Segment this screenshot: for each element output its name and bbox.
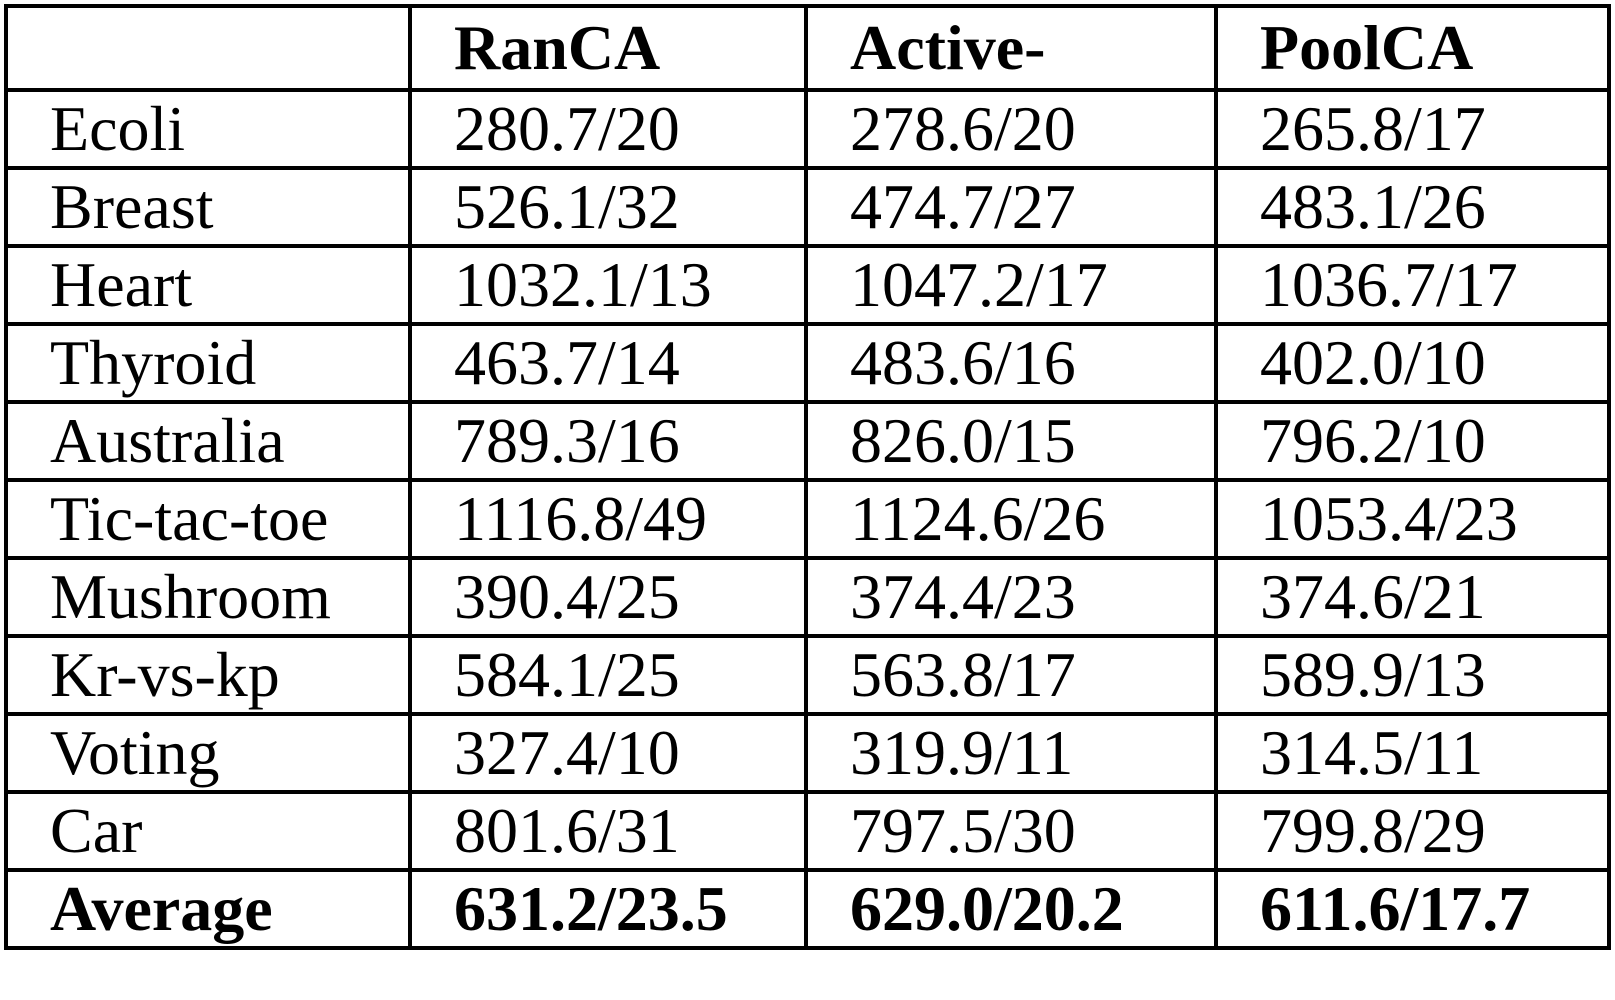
cell-poolca: 374.6/21	[1216, 558, 1609, 636]
dataset-label: Mushroom	[6, 558, 410, 636]
cell-active: 1047.2/17	[806, 246, 1216, 324]
cell-poolca: 796.2/10	[1216, 402, 1609, 480]
table-header	[6, 6, 1609, 90]
cell-poolca: 1053.4/23	[1216, 480, 1609, 558]
dataset-label: Heart	[6, 246, 410, 324]
cell-active: 797.5/30	[806, 792, 1216, 870]
cell-ranca: 789.3/16	[410, 402, 806, 480]
dataset-label: Kr-vs-kp	[6, 636, 410, 714]
cell-active: 826.0/15	[806, 402, 1216, 480]
average-row	[6, 870, 1609, 948]
header-poolca: PoolCA	[1216, 6, 1609, 90]
dataset-label: Australia	[6, 402, 410, 480]
cell-active: 374.4/23	[806, 558, 1216, 636]
average-poolca: 611.6/17.7	[1216, 870, 1609, 948]
cell-active: 563.8/17	[806, 636, 1216, 714]
average-active: 629.0/20.2	[806, 870, 1216, 948]
cell-poolca: 265.8/17	[1216, 90, 1609, 168]
cell-poolca: 589.9/13	[1216, 636, 1609, 714]
table-row	[6, 636, 1609, 714]
header-ranca: RanCA	[410, 6, 806, 90]
cell-active: 1124.6/26	[806, 480, 1216, 558]
header-active: Active-	[806, 6, 1216, 90]
cell-poolca: 402.0/10	[1216, 324, 1609, 402]
dataset-label: Tic-tac-toe	[6, 480, 410, 558]
average-label: Average	[6, 870, 410, 948]
table-body	[6, 90, 1609, 948]
table-row	[6, 402, 1609, 480]
dataset-label: Thyroid	[6, 324, 410, 402]
average-ranca: 631.2/23.5	[410, 870, 806, 948]
cell-active: 278.6/20	[806, 90, 1216, 168]
results-table	[4, 4, 1611, 950]
table-row	[6, 246, 1609, 324]
table-row	[6, 792, 1609, 870]
dataset-label: Voting	[6, 714, 410, 792]
cell-ranca: 526.1/32	[410, 168, 806, 246]
cell-poolca: 483.1/26	[1216, 168, 1609, 246]
dataset-label: Breast	[6, 168, 410, 246]
header-corner-cell	[6, 6, 410, 90]
cell-active: 483.6/16	[806, 324, 1216, 402]
table-row	[6, 168, 1609, 246]
table-row	[6, 558, 1609, 636]
cell-poolca: 1036.7/17	[1216, 246, 1609, 324]
cell-active: 319.9/11	[806, 714, 1216, 792]
cell-ranca: 1032.1/13	[410, 246, 806, 324]
table-row	[6, 480, 1609, 558]
cell-ranca: 1116.8/49	[410, 480, 806, 558]
cell-ranca: 463.7/14	[410, 324, 806, 402]
dataset-label: Ecoli	[6, 90, 410, 168]
table-row	[6, 90, 1609, 168]
cell-poolca: 799.8/29	[1216, 792, 1609, 870]
cell-poolca: 314.5/11	[1216, 714, 1609, 792]
table-row	[6, 324, 1609, 402]
cell-ranca: 801.6/31	[410, 792, 806, 870]
header-row	[6, 6, 1609, 90]
dataset-label: Car	[6, 792, 410, 870]
cell-ranca: 327.4/10	[410, 714, 806, 792]
table-row	[6, 714, 1609, 792]
cell-ranca: 584.1/25	[410, 636, 806, 714]
cell-ranca: 280.7/20	[410, 90, 806, 168]
cell-active: 474.7/27	[806, 168, 1216, 246]
cell-ranca: 390.4/25	[410, 558, 806, 636]
